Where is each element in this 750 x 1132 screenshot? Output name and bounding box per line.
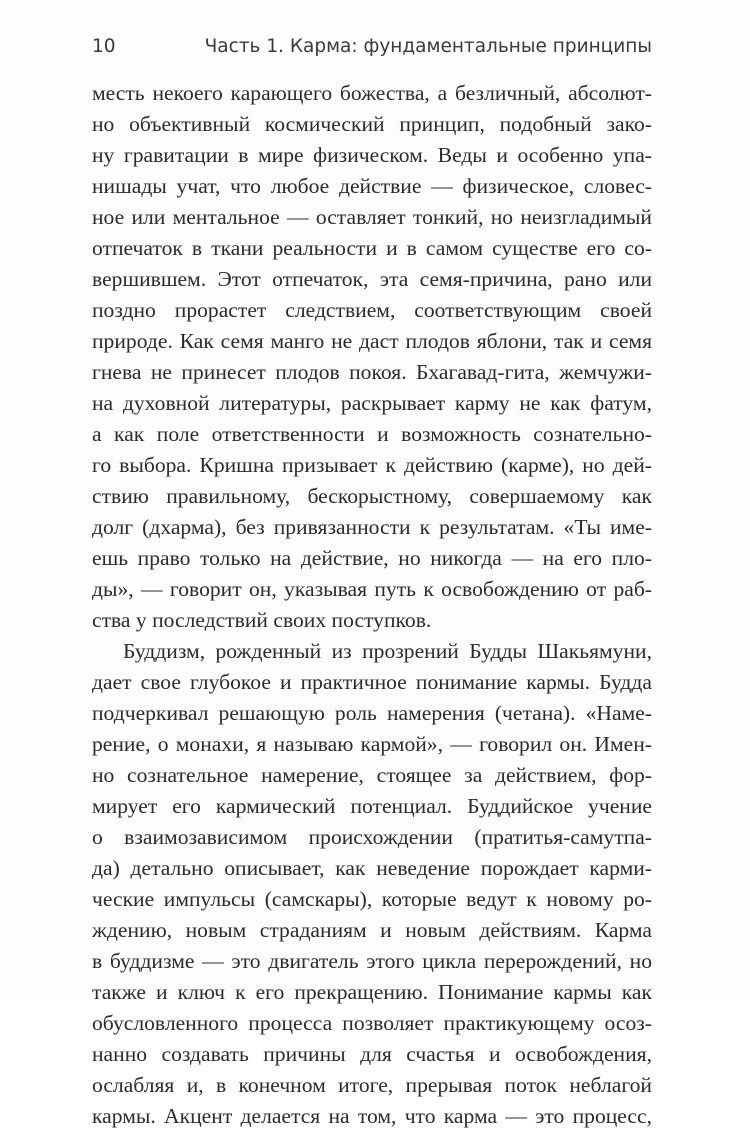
text-line: мирует его кармический потенциал. Буддийское учение [92, 794, 652, 818]
body-text [92, 78, 652, 1132]
text-line: природе. Как семя манго не даст плодов яблони, так и семя [92, 329, 652, 353]
text-line: нанно создавать причины для счастья и освобождения, [92, 1042, 652, 1066]
text-line: а как поле ответственности и возможность сознательно- [92, 422, 652, 446]
text-line: поздно прорастет следствием, соответствующим своей [92, 298, 652, 322]
text-line: но объективный космический принцип, подобный зако- [92, 112, 652, 136]
paragraph [92, 636, 652, 1132]
text-line: ды», — говорит он, указывая путь к освобождению от раб- [92, 577, 652, 601]
text-line: в буддизме — это двигатель этого цикла перерождений, но [92, 949, 652, 973]
text-line: обусловленного процесса позволяет практикующему осоз- [92, 1011, 652, 1035]
text-line: ну гравитации в мире физическом. Веды и особенно упа- [92, 143, 652, 167]
text-line: ствию правильному, бескорыстному, совершаемому как [92, 484, 652, 508]
text-line: подчеркивал решающую роль намерения (четана). «Наме- [92, 701, 652, 725]
running-head [92, 36, 652, 62]
text-line: о взаимозависимом происхождении (пратитья-самутпа- [92, 825, 652, 849]
text-line: кармы. Акцент делается на том, что карма — это процесс, [92, 1104, 652, 1128]
text-line: го выбора. Кришна призывает к действию (карме), но дей- [92, 453, 652, 477]
text-line: гнева не принесет плодов покоя. Бхагавад-гита, жемчужи- [92, 360, 652, 384]
text-line: ешь право только на действие, но никогда — на его пло- [92, 546, 652, 570]
text-line: вершившем. Этот отпечаток, эта семя-причина, рано или [92, 267, 652, 291]
page-number: 10 [92, 36, 116, 57]
text-line: ослабляя и, в конечном итоге, прерывая поток неблагой [92, 1073, 652, 1097]
paragraph [92, 78, 652, 636]
text-line: ческие импульсы (самскары), которые ведут к новому ро- [92, 887, 652, 911]
text-line: да) детально описывает, как неведение порождает карми- [92, 856, 652, 880]
text-line: ства у последствий своих поступков. [92, 608, 432, 632]
text-line: дает свое глубокое и практичное понимание кармы. Будда [92, 670, 652, 694]
text-line: отпечаток в ткани реальности и в самом существе его со- [92, 236, 652, 260]
text-line: на духовной литературы, раскрывает карму не как фатум, [92, 391, 652, 415]
text-line: нишады учат, что любое действие — физическое, словес- [92, 174, 652, 198]
text-line: ждению, новым страданиям и новым действиям. Карма [92, 918, 652, 942]
text-line: месть некоего карающего божества, а безличный, абсолют- [92, 81, 652, 105]
text-line: рение, о монахи, я называю кармой», — говорил он. Имен- [92, 732, 652, 756]
text-line: также и ключ к его прекращению. Понимание кармы как [92, 980, 652, 1004]
text-line: долг (дхарма), без привязанности к результатам. «Ты име- [92, 515, 652, 539]
section-title: Часть 1. Карма: фундаментальные принципы [204, 36, 652, 57]
text-line: Буддизм, рожденный из прозрений Будды Шакьямуни, [123, 639, 652, 663]
text-line: но сознательное намерение, стоящее за действием, фор- [92, 763, 652, 787]
text-line: ное или ментальное — оставляет тонкий, но неизгладимый [92, 205, 652, 229]
